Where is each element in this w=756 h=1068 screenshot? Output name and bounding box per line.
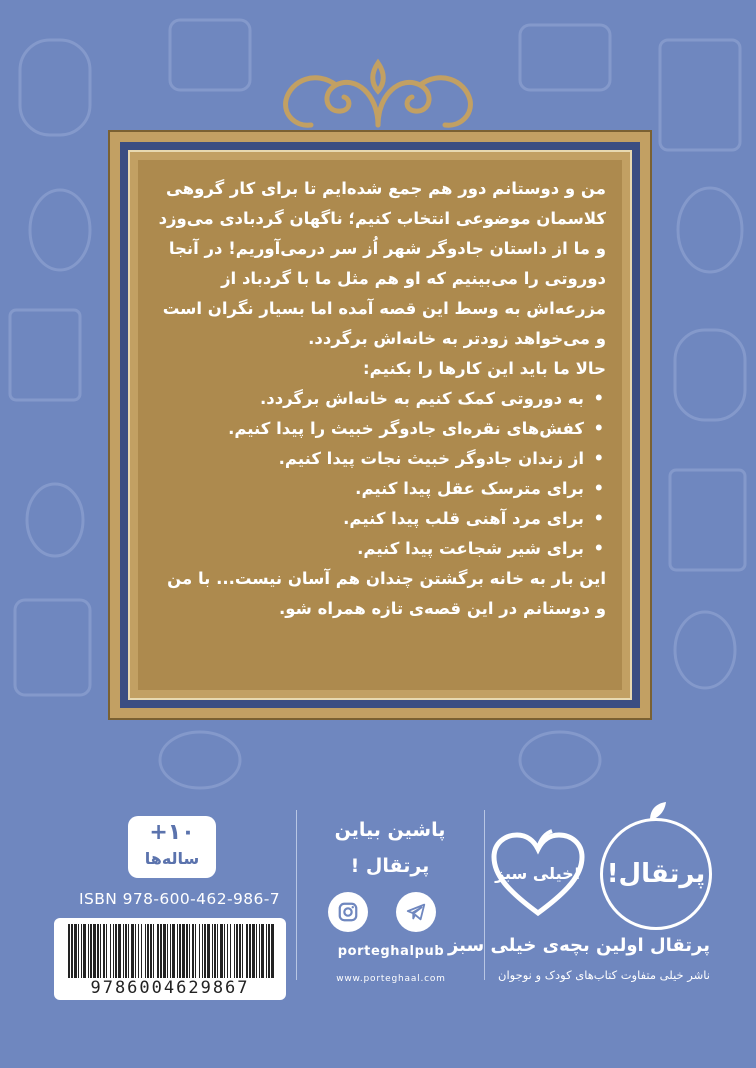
barcode-bar: [145, 924, 146, 978]
telegram-button[interactable]: [396, 892, 436, 932]
barcode-bar: [249, 924, 251, 978]
barcode-bar: [68, 924, 70, 978]
barcode-bar: [123, 924, 124, 978]
barcode-bar: [212, 924, 213, 978]
barcode-bar: [138, 924, 139, 978]
description-paragraph: من و دوستانم دور هم جمع شده‌ایم تا برای کار گروهی کلاسمان موضوعی انتخاب کنیم؛ ناگهان گردبادی می‌وزد و ما از داستان جادوگر شهر اُز سر درمی‌آوریم! در آنجا دوروتی را می‌بینیم که او هم مثل ما با گردباد از مزرعه‌اش به وسط این قصه آمده اما بسیار نگران است و می‌خواهد زودتر به خانه‌اش برگردد.: [158, 179, 606, 348]
barcode-bar: [167, 924, 168, 978]
age-badge: [128, 816, 216, 878]
barcode-bar: [128, 924, 129, 978]
barcode-bar: [172, 924, 175, 978]
barcode: [54, 918, 286, 1000]
barcode-bar: [110, 924, 111, 978]
barcode-bar: [163, 924, 166, 978]
barcode-bar: [106, 924, 107, 978]
barcode-bar: [131, 924, 134, 978]
age-label: ساله‌ها: [144, 849, 200, 868]
invite-text: [300, 812, 480, 884]
barcode-bar: [103, 924, 105, 978]
task-item: • برای شیر شجاعت پیدا کنیم.: [154, 534, 584, 564]
barcode-bar: [234, 924, 235, 978]
publisher-tagline: پرتقال اولین بچه‌ی خیلی سبز: [447, 935, 710, 956]
instagram-button[interactable]: [328, 892, 368, 932]
barcode-bar: [256, 924, 257, 978]
barcode-bar: [227, 924, 228, 978]
barcode-bar: [207, 924, 210, 978]
barcode-bar: [259, 924, 260, 978]
barcode-bar: [252, 924, 255, 978]
barcode-bar: [186, 924, 188, 978]
isbn-label: ISBN 978-600-462-986-7: [79, 890, 280, 908]
barcode-bar: [189, 924, 190, 978]
task-item: • برای مترسک عقل پیدا کنیم.: [154, 474, 584, 504]
task-item: • برای مرد آهنی قلب پیدا کنیم.: [154, 504, 584, 534]
barcode-bar: [115, 924, 117, 978]
barcode-bars: [54, 924, 286, 984]
ornament-flourish: [276, 55, 480, 135]
barcode-bar: [118, 924, 121, 978]
barcode-bar: [224, 924, 225, 978]
barcode-bar: [177, 924, 178, 978]
barcode-bar: [100, 924, 101, 978]
description-panel: [138, 160, 622, 690]
barcode-bar: [202, 924, 203, 978]
task-item: • از زندان جادوگر خبیث نجات پیدا کنیم.: [154, 444, 584, 474]
barcode-bar: [199, 924, 200, 978]
instagram-icon: [337, 901, 359, 923]
invite-line: پاشین بیاین: [334, 819, 446, 841]
publisher-subtitle: ناشر خیلی متفاوت کتاب‌های کودک و نوجوان: [498, 968, 710, 982]
barcode-bar: [261, 924, 264, 978]
age-number: +۱۰: [149, 820, 195, 845]
barcode-bar: [125, 924, 127, 978]
barcode-bar: [217, 924, 218, 978]
barcode-bar: [160, 924, 162, 978]
barcode-bar: [150, 924, 152, 978]
barcode-bar: [141, 924, 142, 978]
publisher-logo-text: پرتقال!: [606, 859, 706, 889]
barcode-bar: [268, 924, 270, 978]
barcode-bar: [78, 924, 79, 978]
barcode-bar: [204, 924, 206, 978]
tasks-intro: حالا ما باید این کارها را بکنیم:: [363, 359, 606, 378]
barcode-bar: [157, 924, 159, 978]
barcode-bar: [83, 924, 86, 978]
heart-logo-text: خیلی سبز!: [495, 864, 581, 883]
barcode-bar: [220, 924, 223, 978]
barcode-bar: [214, 924, 216, 978]
barcode-bar: [90, 924, 92, 978]
barcode-bar: [135, 924, 136, 978]
barcode-bar: [266, 924, 267, 978]
barcode-bar: [88, 924, 89, 978]
barcode-bar: [179, 924, 181, 978]
barcode-bar: [153, 924, 154, 978]
description-frame: [108, 130, 652, 720]
barcode-bar: [74, 924, 77, 978]
barcode-bar: [81, 924, 82, 978]
barcode-number: 9786004629867: [90, 978, 250, 998]
barcode-bar: [71, 924, 73, 978]
task-item: • کفش‌های نقره‌ای جادوگر خبیث را پیدا کنیم.: [154, 414, 584, 444]
website-link[interactable]: www.porteghaal.com: [336, 974, 446, 984]
barcode-bar: [97, 924, 99, 978]
social-handle[interactable]: porteghalpub: [337, 944, 445, 959]
barcode-bar: [192, 924, 194, 978]
divider: [296, 810, 297, 980]
barcode-bar: [230, 924, 231, 978]
barcode-bar: [182, 924, 185, 978]
closing-paragraph: این بار به خانه برگشتن چندان هم آسان نیست... با من و دوستانم در این قصه‌ی تازه همراه شو.: [167, 569, 606, 618]
barcode-bar: [246, 924, 248, 978]
tasks-list: [154, 384, 606, 564]
barcode-bar: [195, 924, 196, 978]
invite-line: پرتقال !: [350, 855, 430, 877]
barcode-bar: [242, 924, 243, 978]
publisher-logo: [600, 818, 712, 930]
barcode-bar: [113, 924, 114, 978]
barcode-bar: [239, 924, 241, 978]
barcode-bar: [147, 924, 149, 978]
barcode-bar: [271, 924, 274, 978]
barcode-bar: [236, 924, 238, 978]
barcode-bar: [93, 924, 96, 978]
barcode-bar: [170, 924, 171, 978]
task-item: • به دوروتی کمک کنیم به خانه‌اش برگردد.: [154, 384, 584, 414]
heart-logo-icon: [488, 825, 588, 925]
telegram-icon: [405, 901, 427, 923]
